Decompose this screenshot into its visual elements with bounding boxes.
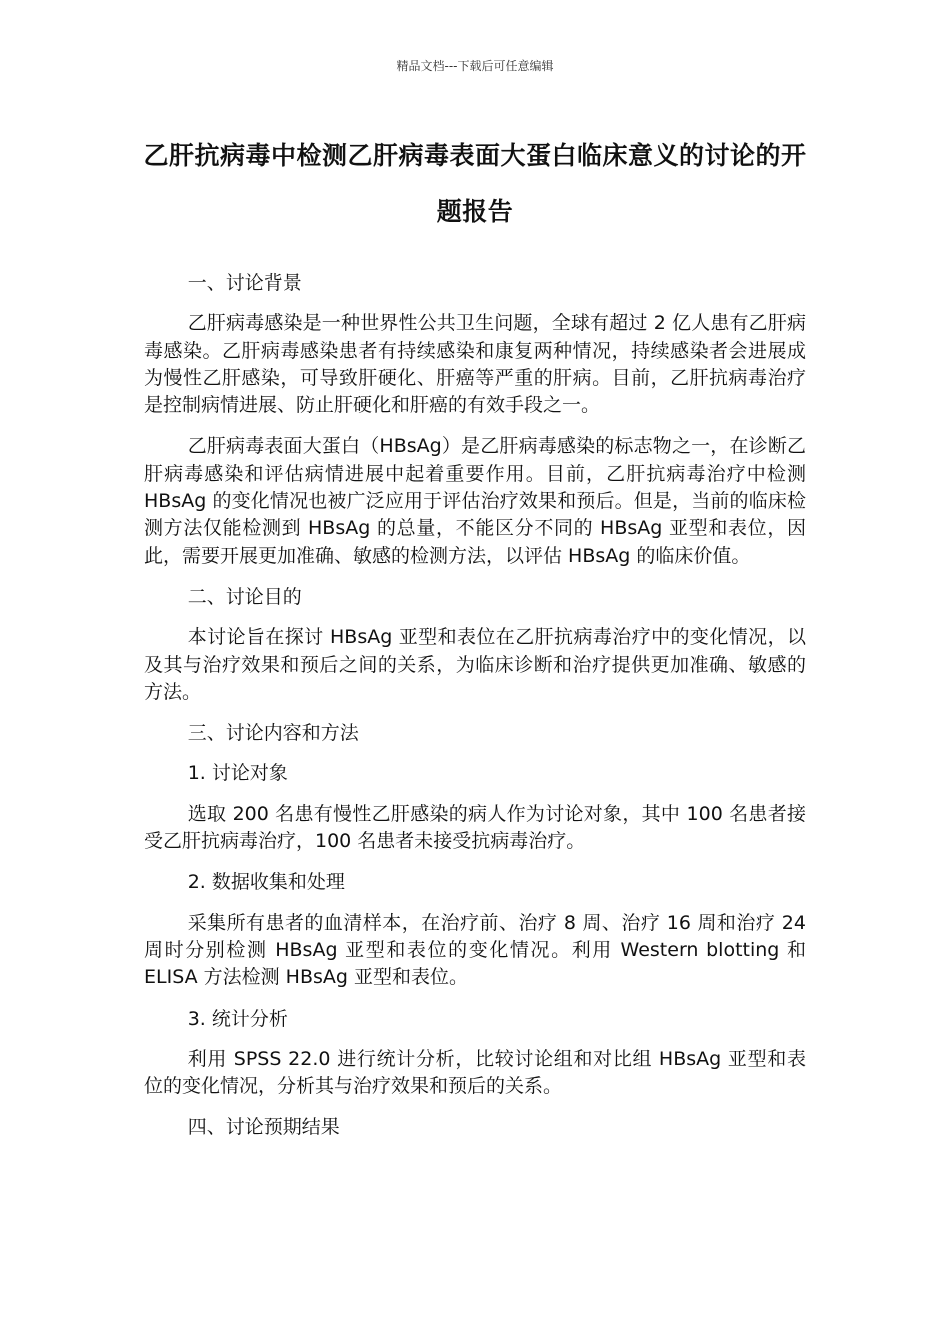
section-heading-purpose: 二、讨论目的 (187, 585, 302, 608)
section-heading-expected-results: 四、讨论预期结果 (187, 1116, 340, 1139)
paragraph-background-2: 乙肝病毒表面大蛋白（HBsAg）是乙肝病毒感染的标志物之一，在诊断乙肝病毒感染和评估病情进展中起着重要作用。目前，乙肝抗病毒治疗中检测 HBsAg 的变化情况也被广泛应用于评估治疗效果和预后。但是，当前的临床检测方法仅能检测到 HBsAg 的总量，不能区分不同的 HBsAg 亚型和表位，因此，需要开展更加准确、敏感的检测方法，以评估 HBsAg 的临床价值。 (144, 435, 806, 567)
document-title: 乙肝抗病毒中检测乙肝病毒表面大蛋白临床意义的讨论的开题报告 (143, 141, 807, 226)
document-body (144, 270, 806, 1155)
section-heading-background: 一、讨论背景 (187, 272, 302, 294)
paragraph-background-1: 乙肝病毒感染是一种世界性公共卫生问题，全球有超过 2 亿人患有乙肝病毒感染。乙肝病毒感染患者有持续感染和康复两种情况，持续感染者会进展成为慢性乙肝感染，可导致肝硬化、肝癌等严重的肝病。目前，乙肝抗病毒治疗是控制病情进展、防止肝硬化和肝癌的有效手段之一。 (144, 312, 806, 417)
paragraph-subjects: 选取 200 名患有慢性乙肝感染的病人作为讨论对象，其中 100 名患者接受乙肝抗病毒治疗，100 名患者未接受抗病毒治疗。 (144, 802, 806, 853)
paragraph-purpose: 本讨论旨在探讨 HBsAg 亚型和表位在乙肝抗病毒治疗中的变化情况，以及其与治疗效果和预后之间的关系，为临床诊断和治疗提供更加准确、敏感的方法。 (144, 626, 806, 703)
subheading-subjects: 1. 讨论对象 (187, 762, 288, 785)
paragraph-data-collection: 采集所有患者的血清样本，在治疗前、治疗 8 周、治疗 16 周和治疗 24 周时分别检测 HBsAg 亚型和表位的变化情况。利用 Western blotting 和 ELISA 方法检测 HBsAg 亚型和表位。 (144, 911, 806, 989)
header-note: 精品文档---下载后可任意编辑 (396, 59, 554, 73)
paragraph-statistics: 利用 SPSS 22.0 进行统计分析，比较讨论组和对比组 HBsAg 亚型和表位的变化情况，分析其与治疗效果和预后的关系。 (144, 1047, 806, 1098)
subheading-data-collection: 2. 数据收集和处理 (187, 871, 345, 894)
subheading-statistics: 3. 统计分析 (187, 1007, 288, 1030)
section-heading-methods: 三、讨论内容和方法 (187, 722, 359, 745)
